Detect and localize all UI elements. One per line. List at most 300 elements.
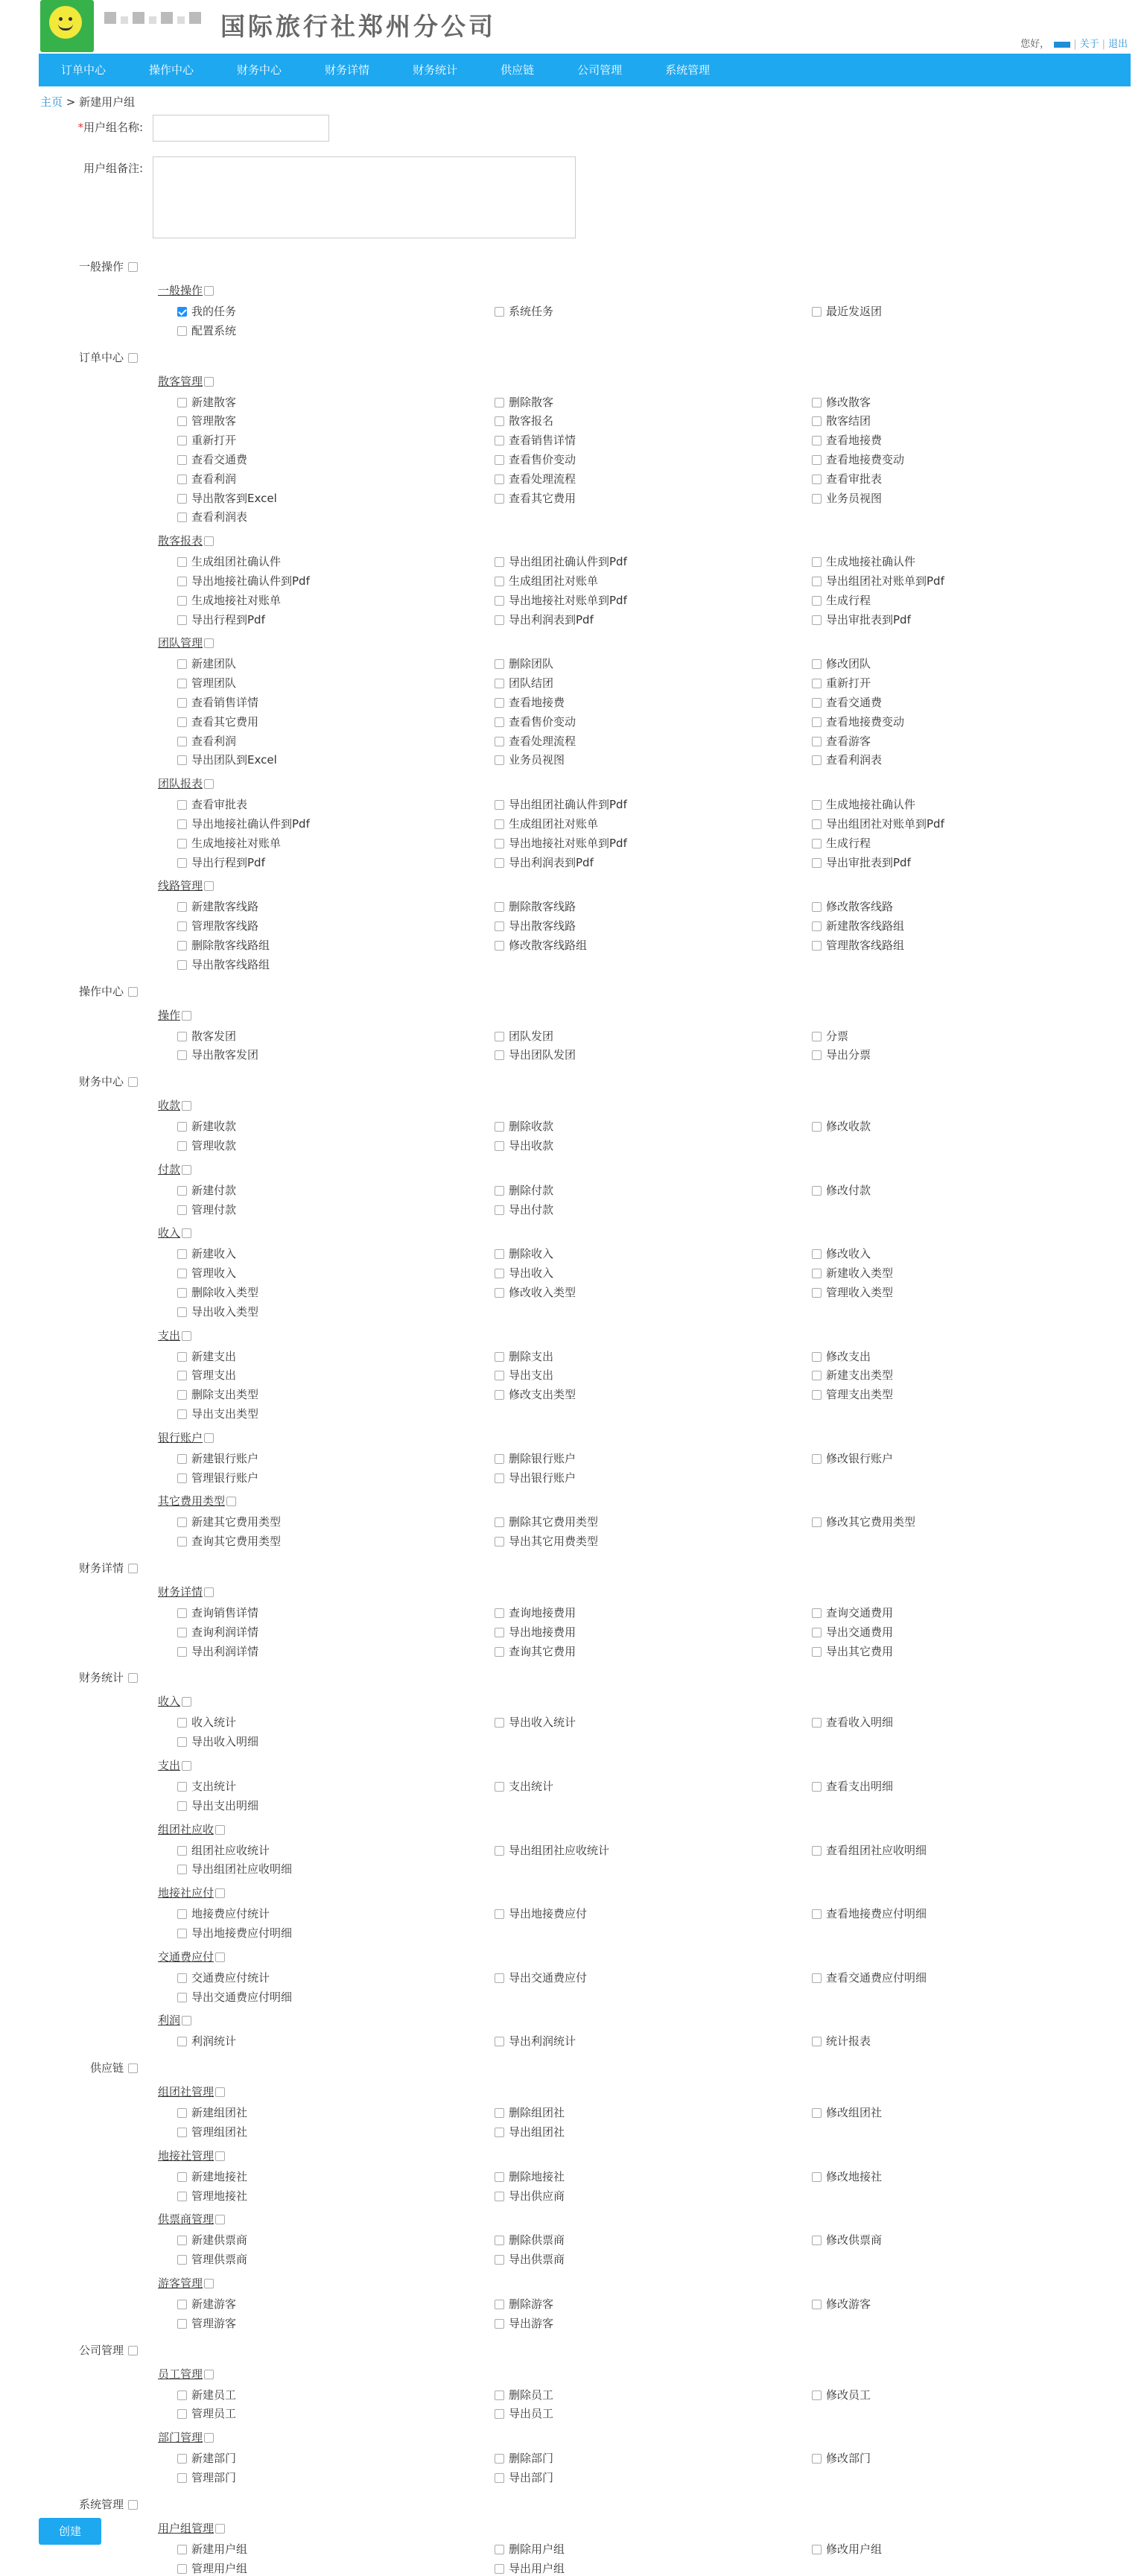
permission-checkbox[interactable] xyxy=(812,679,822,688)
nav-company-management[interactable]: 公司管理 xyxy=(577,63,623,77)
permission-checkbox[interactable] xyxy=(812,2172,822,2182)
permission-item[interactable] xyxy=(177,394,236,410)
permission-item[interactable] xyxy=(495,2188,565,2204)
permission-checkbox[interactable] xyxy=(177,2108,187,2118)
permission-checkbox[interactable] xyxy=(177,494,187,504)
permission-item[interactable] xyxy=(812,835,871,851)
permission-checkbox[interactable] xyxy=(495,577,504,586)
permission-checkbox[interactable] xyxy=(495,2319,504,2329)
permission-item[interactable] xyxy=(495,1842,609,1858)
permission-checkbox[interactable] xyxy=(495,557,504,567)
permission-checkbox[interactable] xyxy=(812,921,822,931)
permission-checkbox[interactable] xyxy=(177,902,187,912)
permission-item[interactable] xyxy=(812,1450,893,1466)
permission-checkbox[interactable] xyxy=(495,398,504,407)
permission-checkbox[interactable] xyxy=(495,1050,504,1060)
permission-item[interactable] xyxy=(495,1778,553,1794)
permission-checkbox[interactable] xyxy=(495,679,504,688)
permission-checkbox[interactable] xyxy=(812,1186,822,1196)
permission-item[interactable] xyxy=(177,918,258,933)
permission-checkbox[interactable] xyxy=(495,2236,504,2245)
permission-checkbox[interactable] xyxy=(495,307,504,317)
permission-checkbox[interactable] xyxy=(812,659,822,669)
permission-checkbox[interactable] xyxy=(495,2128,504,2137)
category-checkbox[interactable] xyxy=(128,987,138,997)
permission-checkbox[interactable] xyxy=(812,398,822,407)
permission-item[interactable] xyxy=(177,1624,258,1640)
group-checkbox[interactable] xyxy=(215,2524,225,2534)
permission-item[interactable] xyxy=(177,835,281,851)
permission-item[interactable] xyxy=(495,1028,553,1044)
permission-item[interactable] xyxy=(495,2124,565,2139)
permission-item[interactable] xyxy=(177,937,270,953)
permission-item[interactable] xyxy=(177,1386,258,1402)
permission-checkbox[interactable] xyxy=(177,1454,187,1464)
permission-item[interactable] xyxy=(812,2104,882,2120)
permission-item[interactable] xyxy=(495,2560,565,2576)
permission-checkbox[interactable] xyxy=(177,416,187,426)
permission-item[interactable] xyxy=(177,2188,247,2204)
permission-item[interactable] xyxy=(177,2169,247,2184)
nav-order-center[interactable]: 订单中心 xyxy=(61,63,107,77)
group-checkbox[interactable] xyxy=(204,536,214,546)
permission-item[interactable] xyxy=(495,2315,553,2331)
permission-checkbox[interactable] xyxy=(177,819,187,829)
permission-checkbox[interactable] xyxy=(177,615,187,625)
permission-checkbox[interactable] xyxy=(177,307,187,317)
permission-checkbox[interactable] xyxy=(177,2545,187,2554)
permission-item[interactable] xyxy=(812,816,944,831)
permission-checkbox[interactable] xyxy=(495,2473,504,2483)
permission-item[interactable] xyxy=(177,1367,236,1383)
permission-item[interactable] xyxy=(495,796,627,812)
permission-checkbox[interactable] xyxy=(812,416,822,426)
permission-item[interactable] xyxy=(812,1643,893,1659)
permission-item[interactable] xyxy=(177,1605,258,1620)
category-checkbox[interactable] xyxy=(128,1564,138,1573)
permission-checkbox[interactable] xyxy=(177,737,187,746)
permission-item[interactable] xyxy=(177,733,236,749)
permission-checkbox[interactable] xyxy=(812,307,822,317)
permission-item[interactable] xyxy=(495,1284,576,1300)
group-checkbox[interactable] xyxy=(215,1952,225,1962)
permission-checkbox[interactable] xyxy=(495,1454,504,1464)
permission-checkbox[interactable] xyxy=(495,1973,504,1983)
permission-checkbox[interactable] xyxy=(177,398,187,407)
permission-item[interactable] xyxy=(495,1714,576,1730)
permission-item[interactable] xyxy=(812,1778,893,1794)
permission-checkbox[interactable] xyxy=(812,615,822,625)
permission-item[interactable] xyxy=(495,1470,576,1485)
nav-operation-center[interactable]: 操作中心 xyxy=(149,63,194,77)
permission-item[interactable] xyxy=(812,854,911,870)
permission-item[interactable] xyxy=(177,2387,236,2402)
permission-checkbox[interactable] xyxy=(812,1909,822,1919)
permission-item[interactable] xyxy=(177,1798,258,1813)
permission-item[interactable] xyxy=(177,675,236,691)
permission-checkbox[interactable] xyxy=(495,1032,504,1041)
permission-item[interactable] xyxy=(495,592,627,608)
permission-item[interactable] xyxy=(177,714,258,729)
permission-checkbox[interactable] xyxy=(177,717,187,727)
permission-item[interactable] xyxy=(177,1989,292,2005)
permission-checkbox[interactable] xyxy=(177,1390,187,1400)
permission-checkbox[interactable] xyxy=(495,2564,504,2574)
permission-item[interactable] xyxy=(495,2104,565,2120)
permission-item[interactable] xyxy=(812,918,904,933)
group-checkbox[interactable] xyxy=(204,2370,214,2379)
permission-item[interactable] xyxy=(177,2405,236,2421)
permission-checkbox[interactable] xyxy=(495,921,504,931)
group-checkbox[interactable] xyxy=(215,2087,225,2097)
permission-checkbox[interactable] xyxy=(495,737,504,746)
permission-item[interactable] xyxy=(177,2450,236,2466)
permission-checkbox[interactable] xyxy=(495,1288,504,1298)
breadcrumb-home[interactable]: 主页 xyxy=(40,95,63,109)
permission-item[interactable] xyxy=(177,1246,236,1261)
permission-item[interactable] xyxy=(177,656,236,671)
permission-checkbox[interactable] xyxy=(177,557,187,567)
permission-item[interactable] xyxy=(495,413,553,428)
permission-checkbox[interactable] xyxy=(495,1537,504,1546)
permission-item[interactable] xyxy=(177,490,277,506)
permission-checkbox[interactable] xyxy=(812,2300,822,2309)
permission-item[interactable] xyxy=(495,714,576,729)
permission-checkbox[interactable] xyxy=(177,1909,187,1919)
permission-item[interactable] xyxy=(177,1406,258,1421)
permission-item[interactable] xyxy=(812,451,904,467)
permission-checkbox[interactable] xyxy=(177,1288,187,1298)
permission-checkbox[interactable] xyxy=(177,1737,187,1747)
group-checkbox[interactable] xyxy=(215,1888,225,1898)
permission-checkbox[interactable] xyxy=(812,557,822,567)
permission-checkbox[interactable] xyxy=(177,436,187,445)
permission-checkbox[interactable] xyxy=(495,1141,504,1151)
group-checkbox[interactable] xyxy=(215,1825,225,1835)
category-checkbox[interactable] xyxy=(128,2063,138,2073)
permission-item[interactable] xyxy=(495,937,587,953)
nav-supply-chain[interactable]: 供应链 xyxy=(501,63,535,77)
permission-item[interactable] xyxy=(177,573,310,589)
permission-checkbox[interactable] xyxy=(812,1718,822,1728)
permission-item[interactable] xyxy=(177,1514,281,1529)
permission-checkbox[interactable] xyxy=(812,2236,822,2245)
group-checkbox[interactable] xyxy=(226,1497,236,1506)
permission-checkbox[interactable] xyxy=(177,1846,187,1856)
permission-checkbox[interactable] xyxy=(812,1647,822,1657)
permission-item[interactable] xyxy=(495,2387,553,2402)
permission-checkbox[interactable] xyxy=(812,858,822,868)
permission-checkbox[interactable] xyxy=(495,755,504,765)
permission-checkbox[interactable] xyxy=(177,596,187,606)
permission-item[interactable] xyxy=(177,1138,236,1153)
permission-checkbox[interactable] xyxy=(495,717,504,727)
permission-item[interactable] xyxy=(812,898,893,914)
permission-checkbox[interactable] xyxy=(177,2128,187,2137)
permission-checkbox[interactable] xyxy=(177,1032,187,1041)
permission-item[interactable] xyxy=(812,675,871,691)
permission-checkbox[interactable] xyxy=(177,1186,187,1196)
permission-item[interactable] xyxy=(177,451,247,467)
permission-item[interactable] xyxy=(812,733,871,749)
permission-item[interactable] xyxy=(495,1348,553,1364)
permission-item[interactable] xyxy=(177,1842,270,1858)
permission-item[interactable] xyxy=(177,2124,247,2139)
permission-item[interactable] xyxy=(812,2296,871,2312)
permission-item[interactable] xyxy=(812,1182,871,1198)
permission-checkbox[interactable] xyxy=(495,1249,504,1259)
permission-item[interactable] xyxy=(177,2251,247,2267)
permission-item[interactable] xyxy=(495,835,627,851)
category-checkbox[interactable] xyxy=(128,2500,138,2510)
permission-checkbox[interactable] xyxy=(177,1409,187,1419)
permission-item[interactable] xyxy=(495,2296,553,2312)
nav-finance-center[interactable]: 财务中心 xyxy=(237,63,282,77)
permission-checkbox[interactable] xyxy=(812,839,822,848)
permission-item[interactable] xyxy=(812,714,904,729)
permission-checkbox[interactable] xyxy=(812,819,822,829)
permission-checkbox[interactable] xyxy=(495,902,504,912)
permission-checkbox[interactable] xyxy=(495,615,504,625)
permission-checkbox[interactable] xyxy=(177,2564,187,2574)
permission-checkbox[interactable] xyxy=(495,2108,504,2118)
group-checkbox[interactable] xyxy=(182,1011,191,1021)
permission-item[interactable] xyxy=(495,2251,565,2267)
permission-checkbox[interactable] xyxy=(495,416,504,426)
permission-checkbox[interactable] xyxy=(495,1122,504,1132)
permission-checkbox[interactable] xyxy=(812,2545,822,2554)
permission-checkbox[interactable] xyxy=(495,2545,504,2554)
permission-item[interactable] xyxy=(177,898,258,914)
permission-item[interactable] xyxy=(495,2541,565,2557)
permission-item[interactable] xyxy=(177,1182,236,1198)
permission-item[interactable] xyxy=(495,854,594,870)
permission-checkbox[interactable] xyxy=(812,455,822,465)
permission-checkbox[interactable] xyxy=(495,1628,504,1637)
permission-item[interactable] xyxy=(812,432,882,448)
group-checkbox[interactable] xyxy=(204,377,214,387)
permission-item[interactable] xyxy=(177,2033,236,2049)
group-checkbox[interactable] xyxy=(204,1587,214,1597)
permission-item[interactable] xyxy=(812,471,882,486)
permission-item[interactable] xyxy=(495,2405,553,2421)
permission-checkbox[interactable] xyxy=(812,1390,822,1400)
permission-item[interactable] xyxy=(812,694,882,710)
permission-checkbox[interactable] xyxy=(177,1718,187,1728)
permission-item[interactable] xyxy=(177,752,277,767)
permission-item[interactable] xyxy=(495,553,627,569)
group-name-input[interactable] xyxy=(153,115,329,142)
permission-checkbox[interactable] xyxy=(177,921,187,931)
permission-checkbox[interactable] xyxy=(177,1249,187,1259)
permission-item[interactable] xyxy=(812,2450,871,2466)
permission-checkbox[interactable] xyxy=(812,494,822,504)
permission-item[interactable] xyxy=(177,2104,247,2120)
category-checkbox[interactable] xyxy=(128,2346,138,2355)
permission-item[interactable] xyxy=(812,1714,893,1730)
permission-checkbox[interactable] xyxy=(812,2108,822,2118)
permission-checkbox[interactable] xyxy=(495,2409,504,2419)
permission-item[interactable] xyxy=(495,1450,576,1466)
permission-item[interactable] xyxy=(177,1284,258,1300)
permission-checkbox[interactable] xyxy=(812,737,822,746)
permission-item[interactable] xyxy=(495,1246,553,1261)
permission-checkbox[interactable] xyxy=(177,800,187,810)
permission-checkbox[interactable] xyxy=(495,1473,504,1483)
permission-item[interactable] xyxy=(495,1643,576,1659)
permission-item[interactable] xyxy=(812,1284,893,1300)
group-checkbox[interactable] xyxy=(204,2279,214,2288)
permission-item[interactable] xyxy=(177,2315,236,2331)
permission-item[interactable] xyxy=(495,1970,587,1985)
permission-item[interactable] xyxy=(812,490,882,506)
permission-checkbox[interactable] xyxy=(177,1141,187,1151)
permission-item[interactable] xyxy=(495,2033,576,2049)
permission-checkbox[interactable] xyxy=(495,1782,504,1792)
group-checkbox[interactable] xyxy=(204,638,214,648)
permission-item[interactable] xyxy=(495,694,565,710)
permission-checkbox[interactable] xyxy=(177,1050,187,1060)
permission-item[interactable] xyxy=(812,1367,893,1383)
permission-item[interactable] xyxy=(177,1028,236,1044)
permission-checkbox[interactable] xyxy=(812,1608,822,1618)
permission-item[interactable] xyxy=(495,816,598,831)
permission-checkbox[interactable] xyxy=(495,858,504,868)
permission-item[interactable] xyxy=(812,592,871,608)
permission-item[interactable] xyxy=(177,1925,292,1941)
permission-item[interactable] xyxy=(495,1533,598,1549)
category-checkbox[interactable] xyxy=(128,1077,138,1087)
permission-checkbox[interactable] xyxy=(177,1352,187,1362)
permission-item[interactable] xyxy=(495,2469,553,2485)
permission-checkbox[interactable] xyxy=(177,755,187,765)
permission-checkbox[interactable] xyxy=(495,596,504,606)
permission-item[interactable] xyxy=(812,1906,927,1921)
permission-checkbox[interactable] xyxy=(812,1288,822,1298)
permission-checkbox[interactable] xyxy=(177,513,187,522)
permission-item[interactable] xyxy=(812,1514,915,1529)
group-checkbox[interactable] xyxy=(204,881,214,891)
permission-checkbox[interactable] xyxy=(495,2300,504,2309)
permission-item[interactable] xyxy=(495,303,553,319)
permission-checkbox[interactable] xyxy=(495,698,504,708)
permission-item[interactable] xyxy=(495,675,553,691)
permission-checkbox[interactable] xyxy=(812,1122,822,1132)
group-checkbox[interactable] xyxy=(204,1433,214,1443)
permission-item[interactable] xyxy=(495,1605,576,1620)
permission-item[interactable] xyxy=(495,394,553,410)
permission-item[interactable] xyxy=(812,937,904,953)
permission-checkbox[interactable] xyxy=(812,436,822,445)
permission-item[interactable] xyxy=(812,1265,893,1281)
permission-item[interactable] xyxy=(812,1246,871,1261)
permission-checkbox[interactable] xyxy=(812,1371,822,1380)
permission-checkbox[interactable] xyxy=(812,800,822,810)
permission-checkbox[interactable] xyxy=(812,2037,822,2046)
permission-item[interactable] xyxy=(177,1202,236,1217)
permission-checkbox[interactable] xyxy=(177,2255,187,2265)
permission-item[interactable] xyxy=(177,1118,236,1134)
group-checkbox[interactable] xyxy=(182,2016,191,2025)
permission-item[interactable] xyxy=(177,303,236,319)
permission-item[interactable] xyxy=(812,1118,871,1134)
permission-checkbox[interactable] xyxy=(812,698,822,708)
nav-finance-detail[interactable]: 财务详情 xyxy=(325,63,370,77)
permission-item[interactable] xyxy=(177,796,247,812)
permission-checkbox[interactable] xyxy=(495,1846,504,1856)
permission-checkbox[interactable] xyxy=(495,2454,504,2464)
group-checkbox[interactable] xyxy=(182,1761,191,1771)
permission-checkbox[interactable] xyxy=(177,839,187,848)
permission-checkbox[interactable] xyxy=(812,577,822,586)
permission-checkbox[interactable] xyxy=(177,659,187,669)
permission-item[interactable] xyxy=(177,1643,258,1659)
permission-checkbox[interactable] xyxy=(177,1517,187,1527)
permission-item[interactable] xyxy=(495,2169,565,2184)
permission-item[interactable] xyxy=(177,1047,258,1062)
permission-item[interactable] xyxy=(177,2560,247,2576)
permission-checkbox[interactable] xyxy=(495,1186,504,1196)
permission-item[interactable] xyxy=(812,303,882,319)
permission-item[interactable] xyxy=(495,1624,576,1640)
permission-checkbox[interactable] xyxy=(177,326,187,336)
permission-item[interactable] xyxy=(177,2541,247,2557)
permission-checkbox[interactable] xyxy=(177,1473,187,1483)
permission-checkbox[interactable] xyxy=(812,755,822,765)
permission-checkbox[interactable] xyxy=(812,596,822,606)
permission-item[interactable] xyxy=(812,656,871,671)
permission-item[interactable] xyxy=(812,2169,882,2184)
category-checkbox[interactable] xyxy=(128,353,138,363)
group-checkbox[interactable] xyxy=(215,2215,225,2224)
permission-checkbox[interactable] xyxy=(812,1032,822,1041)
permission-item[interactable] xyxy=(177,1533,281,1549)
permission-item[interactable] xyxy=(812,1970,927,1985)
permission-checkbox[interactable] xyxy=(177,1537,187,1546)
permission-checkbox[interactable] xyxy=(495,436,504,445)
permission-item[interactable] xyxy=(177,1861,292,1877)
permission-item[interactable] xyxy=(177,323,236,338)
about-link[interactable]: 关于 xyxy=(1079,39,1099,50)
permission-item[interactable] xyxy=(495,733,576,749)
logout-link[interactable]: 退出 xyxy=(1108,39,1128,50)
permission-checkbox[interactable] xyxy=(812,2391,822,2400)
permission-checkbox[interactable] xyxy=(177,1307,187,1317)
permission-checkbox[interactable] xyxy=(495,659,504,669)
permission-checkbox[interactable] xyxy=(177,2391,187,2400)
permission-item[interactable] xyxy=(177,1450,258,1466)
permission-checkbox[interactable] xyxy=(177,1647,187,1657)
permission-item[interactable] xyxy=(177,1906,270,1921)
permission-item[interactable] xyxy=(177,816,310,831)
permission-item[interactable] xyxy=(495,573,598,589)
permission-checkbox[interactable] xyxy=(495,455,504,465)
permission-checkbox[interactable] xyxy=(177,1628,187,1637)
permission-checkbox[interactable] xyxy=(495,475,504,484)
permission-item[interactable] xyxy=(812,796,915,812)
permission-checkbox[interactable] xyxy=(495,1352,504,1362)
permission-checkbox[interactable] xyxy=(177,698,187,708)
permission-checkbox[interactable] xyxy=(495,2391,504,2400)
permission-checkbox[interactable] xyxy=(177,1608,187,1618)
permission-checkbox[interactable] xyxy=(495,1718,504,1728)
permission-item[interactable] xyxy=(495,2232,565,2247)
permission-item[interactable] xyxy=(177,1265,236,1281)
permission-item[interactable] xyxy=(495,451,576,467)
permission-checkbox[interactable] xyxy=(495,2037,504,2046)
permission-checkbox[interactable] xyxy=(177,577,187,586)
permission-item[interactable] xyxy=(495,898,576,914)
